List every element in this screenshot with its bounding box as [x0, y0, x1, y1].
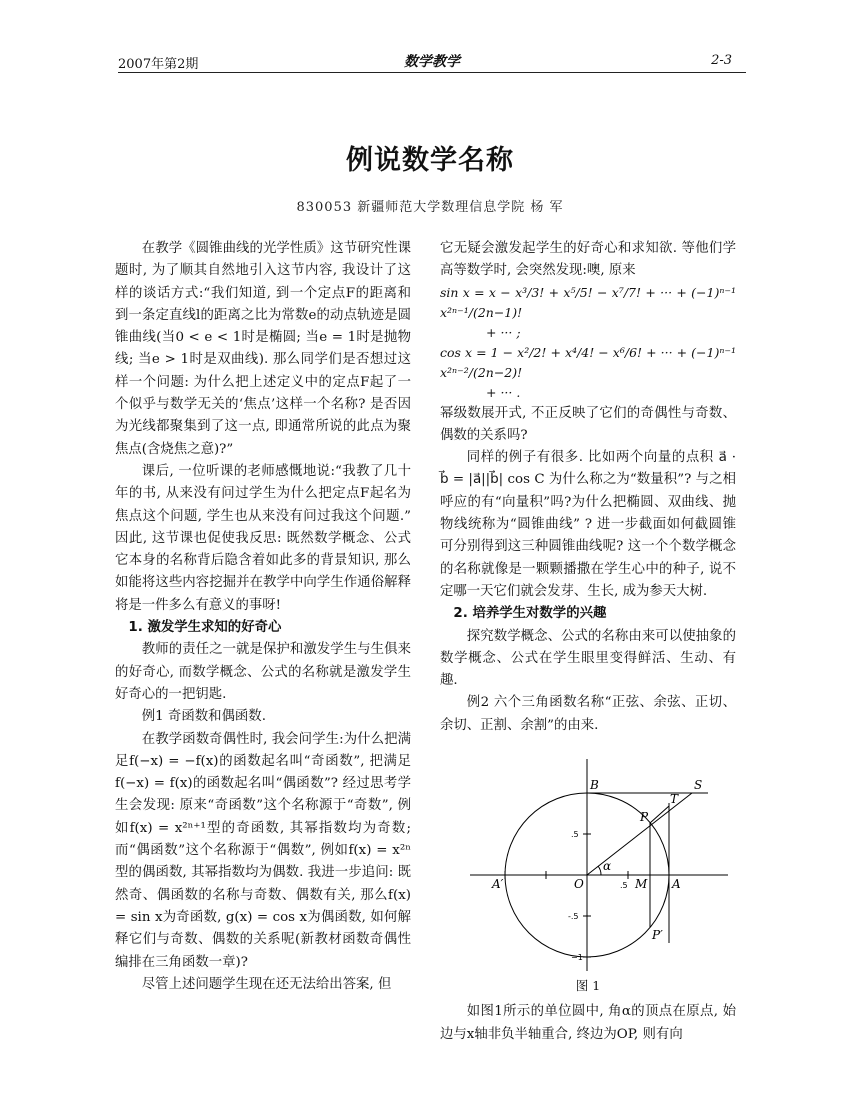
paragraph: 课后, 一位听课的老师感慨地说:“我教了几十年的书, 从来没有问过学生为什么把定点F起名为焦点这个问题, 学生也从来没有问过我这个问题.” 因此, 这节课也促使我反思: 既然数学概念、公式它本身的名称背后隐含着如此多的背景知识, 那么如能将这些内容挖掘并在教学中向学生作通俗解释将是一件多么有意义的事呀!	[115, 463, 411, 613]
tick-label: −1	[571, 953, 583, 963]
tick-label: .5	[571, 830, 579, 840]
label-M: M	[635, 877, 648, 892]
label-P-prime: P′	[652, 928, 663, 943]
paragraph: 在教学《圆锥曲线的光学性质》这节研究性课题时, 为了顺其自然地引入这节内容, 我设计了这样的谈话方式:“我们知道, 到一个定点F的距离和到一条定直线l的距离之比为常数e的动点轨迹是圆锥曲线(当0 < e < 1时是椭圆; 当e = 1时是抛物线; 当e > 1时是双曲线). 那么同学们是否想过这样一个问题: 为什么把上述定义中的定点F起了一个似乎与数学无关的‘焦点’这样一个名称? 是否因为光线都聚集到了这一点, 即通常所说的此点为聚焦点(含烧焦之意)?”	[115, 241, 411, 457]
paragraph: 同样的例子有很多. 比如两个向量的点积 a⃗ · b⃗ = |a⃗||b⃗| cos C 为什么称之为“数量积”? 与之相呼应的有“向量积”吗?为什么把椭圆、双曲线、抛物线统称为“圆锥曲线” ? 进一步截面如何截圆锥可分别得到这三种圆锥曲线呢? 这一个个数学概念的名称就像是一颗颗播撒在学生心中的种子, 说不定哪一天它们就会发芽、生长, 成为参天大树.	[440, 450, 736, 599]
unit-circle-diagram	[440, 743, 736, 973]
formula-continuation: + ··· .	[486, 384, 521, 400]
label-B: B	[590, 778, 599, 793]
paragraph: 探究数学概念、公式的名称由来可以使抽象的数学概念、公式在学生眼里变得鲜活、生动、有趣.	[440, 628, 736, 689]
paragraph: 如图1所示的单位圆中, 角α的顶点在原点, 始边与x轴非负半轴重合, 终边为OP, 则有向	[440, 1004, 736, 1042]
figure-caption: 图 1	[575, 978, 601, 994]
cos-series-formula	[440, 343, 736, 403]
tick-label: .5	[620, 881, 628, 891]
sin-series-formula	[440, 283, 736, 343]
example-heading: 例2 六个三角函数名称“正弦、余弦、正切、余切、正割、余割”的由来.	[440, 695, 736, 733]
label-S: S	[694, 778, 703, 793]
issue-label: 2007年第2期	[118, 57, 199, 72]
label-T: T	[670, 792, 679, 807]
journal-name: 数学教学	[404, 54, 460, 70]
author-line: 830053 新疆师范大学数理信息学院 杨 军	[296, 200, 564, 215]
label-A-prime: A′	[492, 877, 504, 892]
tick-label: -.5	[568, 912, 579, 922]
unit-circle-figure	[440, 743, 736, 973]
label-O: O	[574, 877, 584, 892]
right-column	[440, 238, 736, 1046]
example-heading: 例1 奇函数和偶函数.	[141, 709, 266, 725]
section-heading: 2. 培养学生对数学的兴趣	[453, 606, 607, 622]
label-P: P	[640, 810, 649, 825]
pt-segment	[650, 806, 669, 823]
running-header	[118, 50, 746, 73]
label-A: A	[672, 877, 681, 892]
paragraph: 幂级数展开式, 不正反映了它们的奇偶性与奇数、偶数的关系吗?	[440, 405, 736, 443]
section-heading: 1. 激发学生求知的好奇心	[128, 620, 282, 636]
label-alpha: α	[603, 859, 612, 874]
paragraph: 它无疑会激发起学生的好奇心和求知欲. 等他们学高等数学时, 会突然发现:噢, 原来	[440, 241, 736, 279]
paragraph: 教师的责任之一就是保护和激发学生与生俱来的好奇心, 而数学概念、公式的名称就是激发学生好奇心的一把钥匙.	[115, 642, 411, 702]
paragraph: 尽管上述问题学生现在还无法给出答案, 但	[141, 976, 392, 992]
angle-arc	[598, 866, 601, 875]
formula-line: cos x = 1 − x²/2! + x⁴/4! − x⁶/6! + ··· + (−1)ⁿ⁻¹ x²ⁿ⁻²/(2n−2)!	[440, 344, 736, 380]
left-column	[115, 238, 411, 996]
article-title: 例说数学名称	[346, 145, 514, 176]
paragraph: 在教学函数奇偶性时, 我会问学生:为什么把满足f(−x) = −f(x)的函数起名叫“奇函数”, 把满足f(−x) = f(x)的函数起名叫“偶函数”? 经过思考学生会发现: 原来“奇函数”这个名称源于“奇数”, 例如f(x) = x²ⁿ⁺¹型的奇函数, 其幂指数均为奇数; 而“偶函数”这个名称源于“偶数”, 例如f(x) = x²ⁿ型的偶函数, 其幂指数均为偶数. 我进一步追问: 既然奇、偶函数的名称与奇数、偶数有关, 那么f(x) = sin x为奇函数, g(x) = cos x为偶函数, 如何解释它们与奇数、偶数的关系呢(新教材函数奇偶性编排在三角函数一章)?	[115, 731, 411, 970]
page-range: 2-3	[711, 53, 732, 68]
formula-continuation: + ··· ;	[486, 324, 521, 340]
formula-line: sin x = x − x³/3! + x⁵/5! − x⁷/7! + ··· + (−1)ⁿ⁻¹ x²ⁿ⁻¹/(2n−1)!	[440, 284, 736, 320]
